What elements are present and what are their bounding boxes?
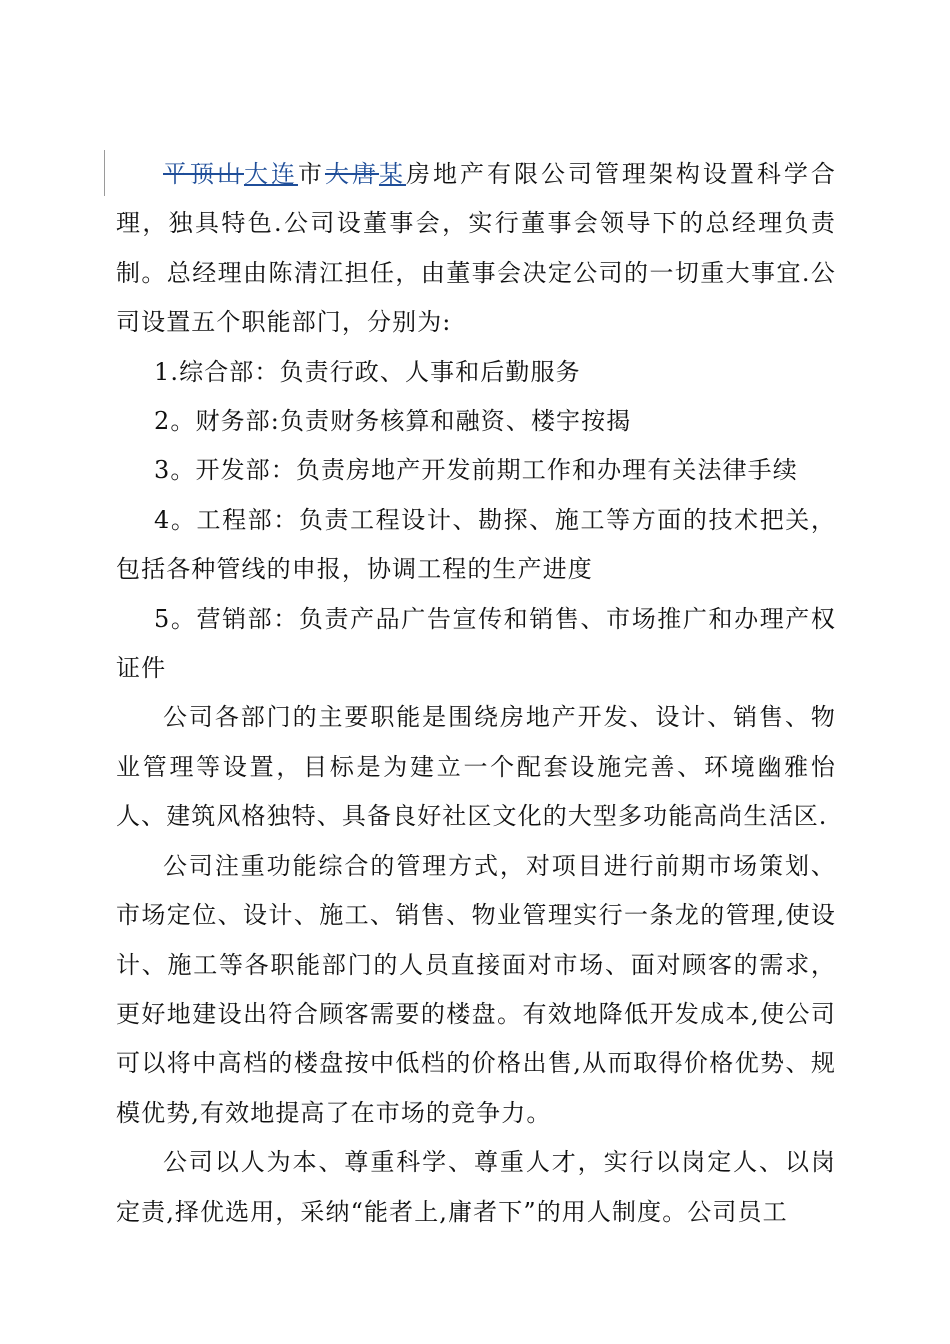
intro-text: 房地产有限公司管理架构设置科学合理，独具特色.公司设董事会，实行董事会领导下的总经理负责制。总经理由陈清江担任，由董事会决定公司的一切重大事宜.公司设置五个职能部门，分别为:	[116, 160, 836, 337]
department-item-2: 2。财务部:负责财务核算和融资、楼宇按揭	[154, 407, 632, 436]
department-item-1: 1.综合部：负责行政、人事和后勤服务	[154, 357, 581, 386]
deleted-text-name[interactable]: 大唐	[324, 160, 379, 188]
revision-change-bar	[104, 150, 105, 196]
intro-paragraph	[116, 150, 836, 348]
deleted-text-city[interactable]: 平顶山	[163, 160, 244, 188]
department-item-4: 4。工程部：负责工程设计、勘探、施工等方面的技术把关，包括各种管线的申报，协调工程的生产进度	[116, 505, 836, 584]
department-item-3: 3。开发部：负责房地产开发前期工作和办理有关法律手续	[154, 456, 798, 485]
management-paragraph: 公司注重功能综合的管理方式，对项目进行前期市场策划、市场定位、设计、施工、销售、物业管理实行一条龙的管理,使设计、施工等各职能部门的人员直接面对市场、面对顾客的需求，更好地建设出符合顾客需要的楼盘。有效地降低开发成本,使公司可以将中高档的楼盘按中低档的价格出售,从而取得价格优势、规模优势,有效地提高了在市场的竞争力。	[116, 851, 836, 1127]
inserted-text-name[interactable]: 某	[378, 160, 406, 188]
department-item-5: 5。营销部：负责产品广告宣传和销售、市场推广和办理产权证件	[116, 604, 836, 683]
document-body	[116, 150, 836, 1237]
functions-paragraph: 公司各部门的主要职能是围绕房地产开发、设计、销售、物业管理等设置，目标是为建立一个配套设施完善、环境幽雅怡人、建筑风格独特、具备良好社区文化的大型多功能高尚生活区.	[116, 703, 836, 831]
inserted-text-city[interactable]: 大连	[243, 160, 298, 188]
personnel-paragraph: 公司以人为本、尊重科学、尊重人才，实行以岗定人、以岗定责,择优选用，采纳“能者上,庸者下”的用人制度。公司员工	[116, 1148, 836, 1226]
city-suffix: 市	[297, 160, 325, 188]
